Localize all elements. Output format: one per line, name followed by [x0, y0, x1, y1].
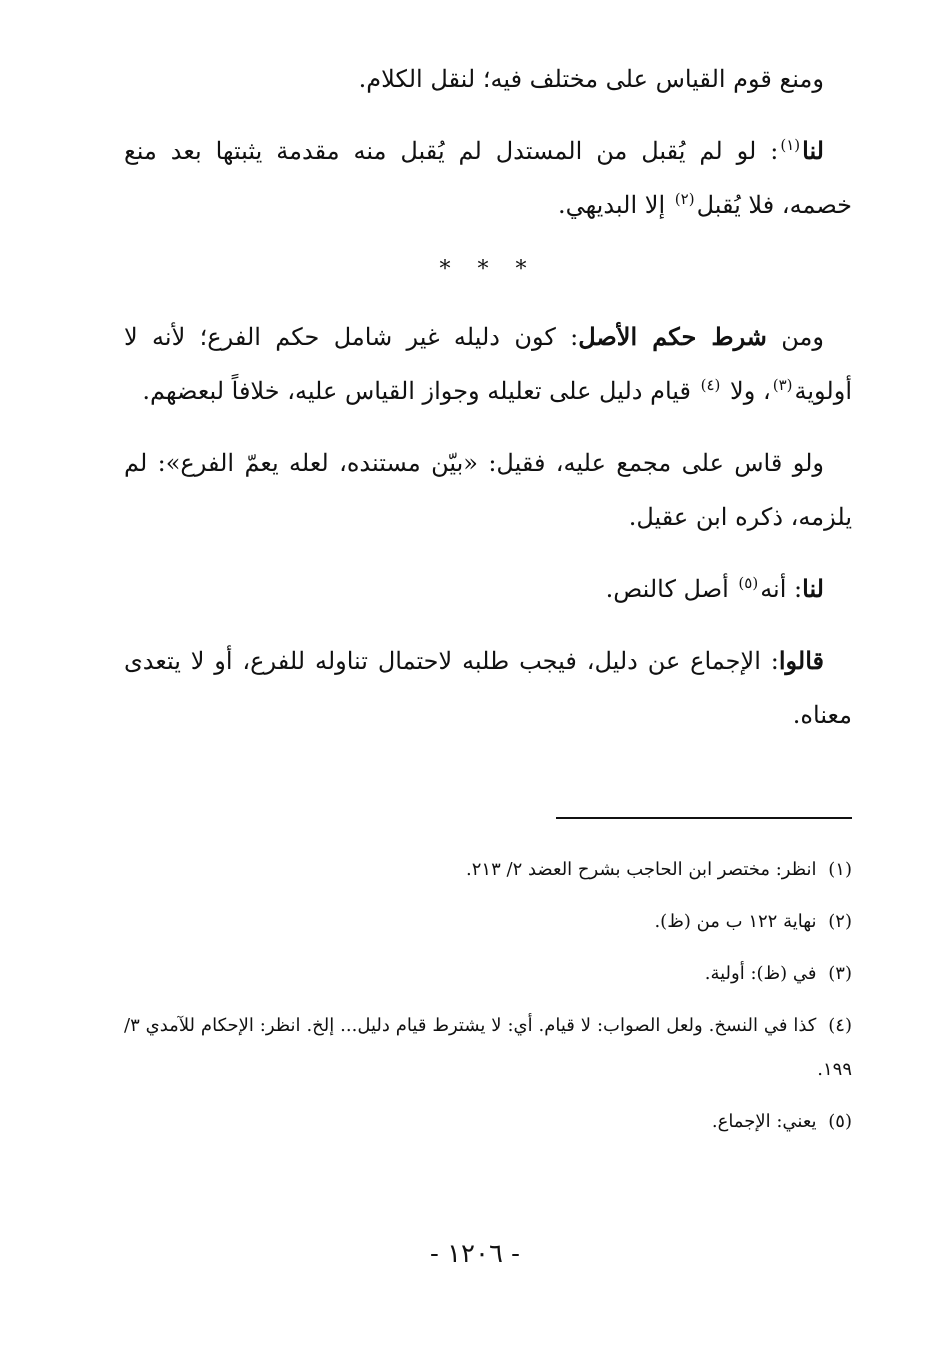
footnote-number: (٢) — [828, 911, 852, 932]
footnote-text: نهاية ١٢٢ ب من (ظ). — [654, 911, 817, 932]
footnote-5 — [124, 1100, 852, 1144]
paragraph-3-pre: ومن — [781, 323, 824, 351]
footnote-number: (٥) — [828, 1111, 852, 1132]
paragraph-3-lead: شرط حكم الأصل — [578, 322, 767, 351]
footnote-3 — [124, 952, 852, 996]
footnote-marker-5: (٥) — [738, 574, 759, 592]
paragraph-2 — [124, 124, 852, 232]
section-separator: * * * — [439, 257, 537, 282]
paragraph-5-lead: لنا — [802, 574, 824, 603]
paragraph-1 — [124, 52, 852, 106]
paragraph-3-text-3: قيام دليل على تعليله وجواز القياس عليه، خلافاً لبعضهم. — [142, 377, 691, 405]
footnote-marker-1: (١) — [780, 136, 801, 154]
paragraph-4-text: ولو قاس على مجمع عليه، فقيل: «بيّن مستنده، لعله يعمّ الفرع»: لم يلزمه، ذكره ابن عقيل. — [124, 449, 852, 531]
paragraph-2-lead: لنا — [802, 136, 824, 165]
paragraph-1-text: ومنع قوم القياس على مختلف فيه؛ لنقل الكلام. — [358, 65, 824, 93]
paragraph-4 — [124, 436, 852, 544]
footnote-4 — [124, 1004, 852, 1092]
footnote-1 — [124, 848, 852, 892]
paragraph-6 — [124, 634, 852, 742]
footnotes — [124, 848, 852, 1152]
page-number: - ١٢٠٦ - — [430, 1239, 520, 1269]
footnote-text: انظر: مختصر ابن الحاجب بشرح العضد ٢/ ٢١٣. — [466, 859, 817, 880]
footnote-text: يعني: الإجماع. — [711, 1111, 817, 1132]
paragraph-6-lead: قالوا — [778, 646, 824, 675]
paragraph-2-text-1: : لو لم يُقبل من المستدل لم يُقبل منه مقدمة يثبتها بعد منع خصمه، فلا يُقبل — [124, 137, 852, 219]
paragraph-5-text-2: أصل كالنص. — [605, 575, 729, 603]
footnote-marker-4: (٤) — [700, 376, 721, 394]
footnote-text: كذا في النسخ. ولعل الصواب: لا قيام. أي: لا يشترط قيام دليل... إلخ. انظر: الإحكام للآمدي ٣/ ١٩٩. — [124, 1015, 852, 1080]
footnote-number: (٣) — [828, 963, 852, 984]
footnote-divider — [556, 817, 852, 819]
paragraph-5-text-1: : أنه — [760, 575, 803, 603]
footnote-number: (١) — [828, 859, 852, 880]
paragraph-5 — [124, 562, 852, 616]
footnote-marker-3: (٣) — [772, 376, 793, 394]
footnote-number: (٤) — [828, 1015, 852, 1036]
main-text — [124, 52, 852, 760]
paragraph-6-text: : الإجماع عن دليل، فيجب طلبه لاحتمال تناوله للفرع، أو لا يتعدى معناه. — [124, 647, 852, 729]
paragraph-3-text-1: : كون دليله غير شامل حكم الفرع؛ لأنه لا أولوية — [124, 323, 852, 405]
paragraph-3-text-2: ، ولا — [730, 377, 771, 405]
footnote-marker-2: (٢) — [674, 190, 695, 208]
paragraph-3 — [124, 310, 852, 418]
footnote-2 — [124, 900, 852, 944]
paragraph-2-text-2: إلا البديهي. — [557, 191, 666, 219]
footnote-text: في (ظ): أولية. — [704, 963, 817, 984]
